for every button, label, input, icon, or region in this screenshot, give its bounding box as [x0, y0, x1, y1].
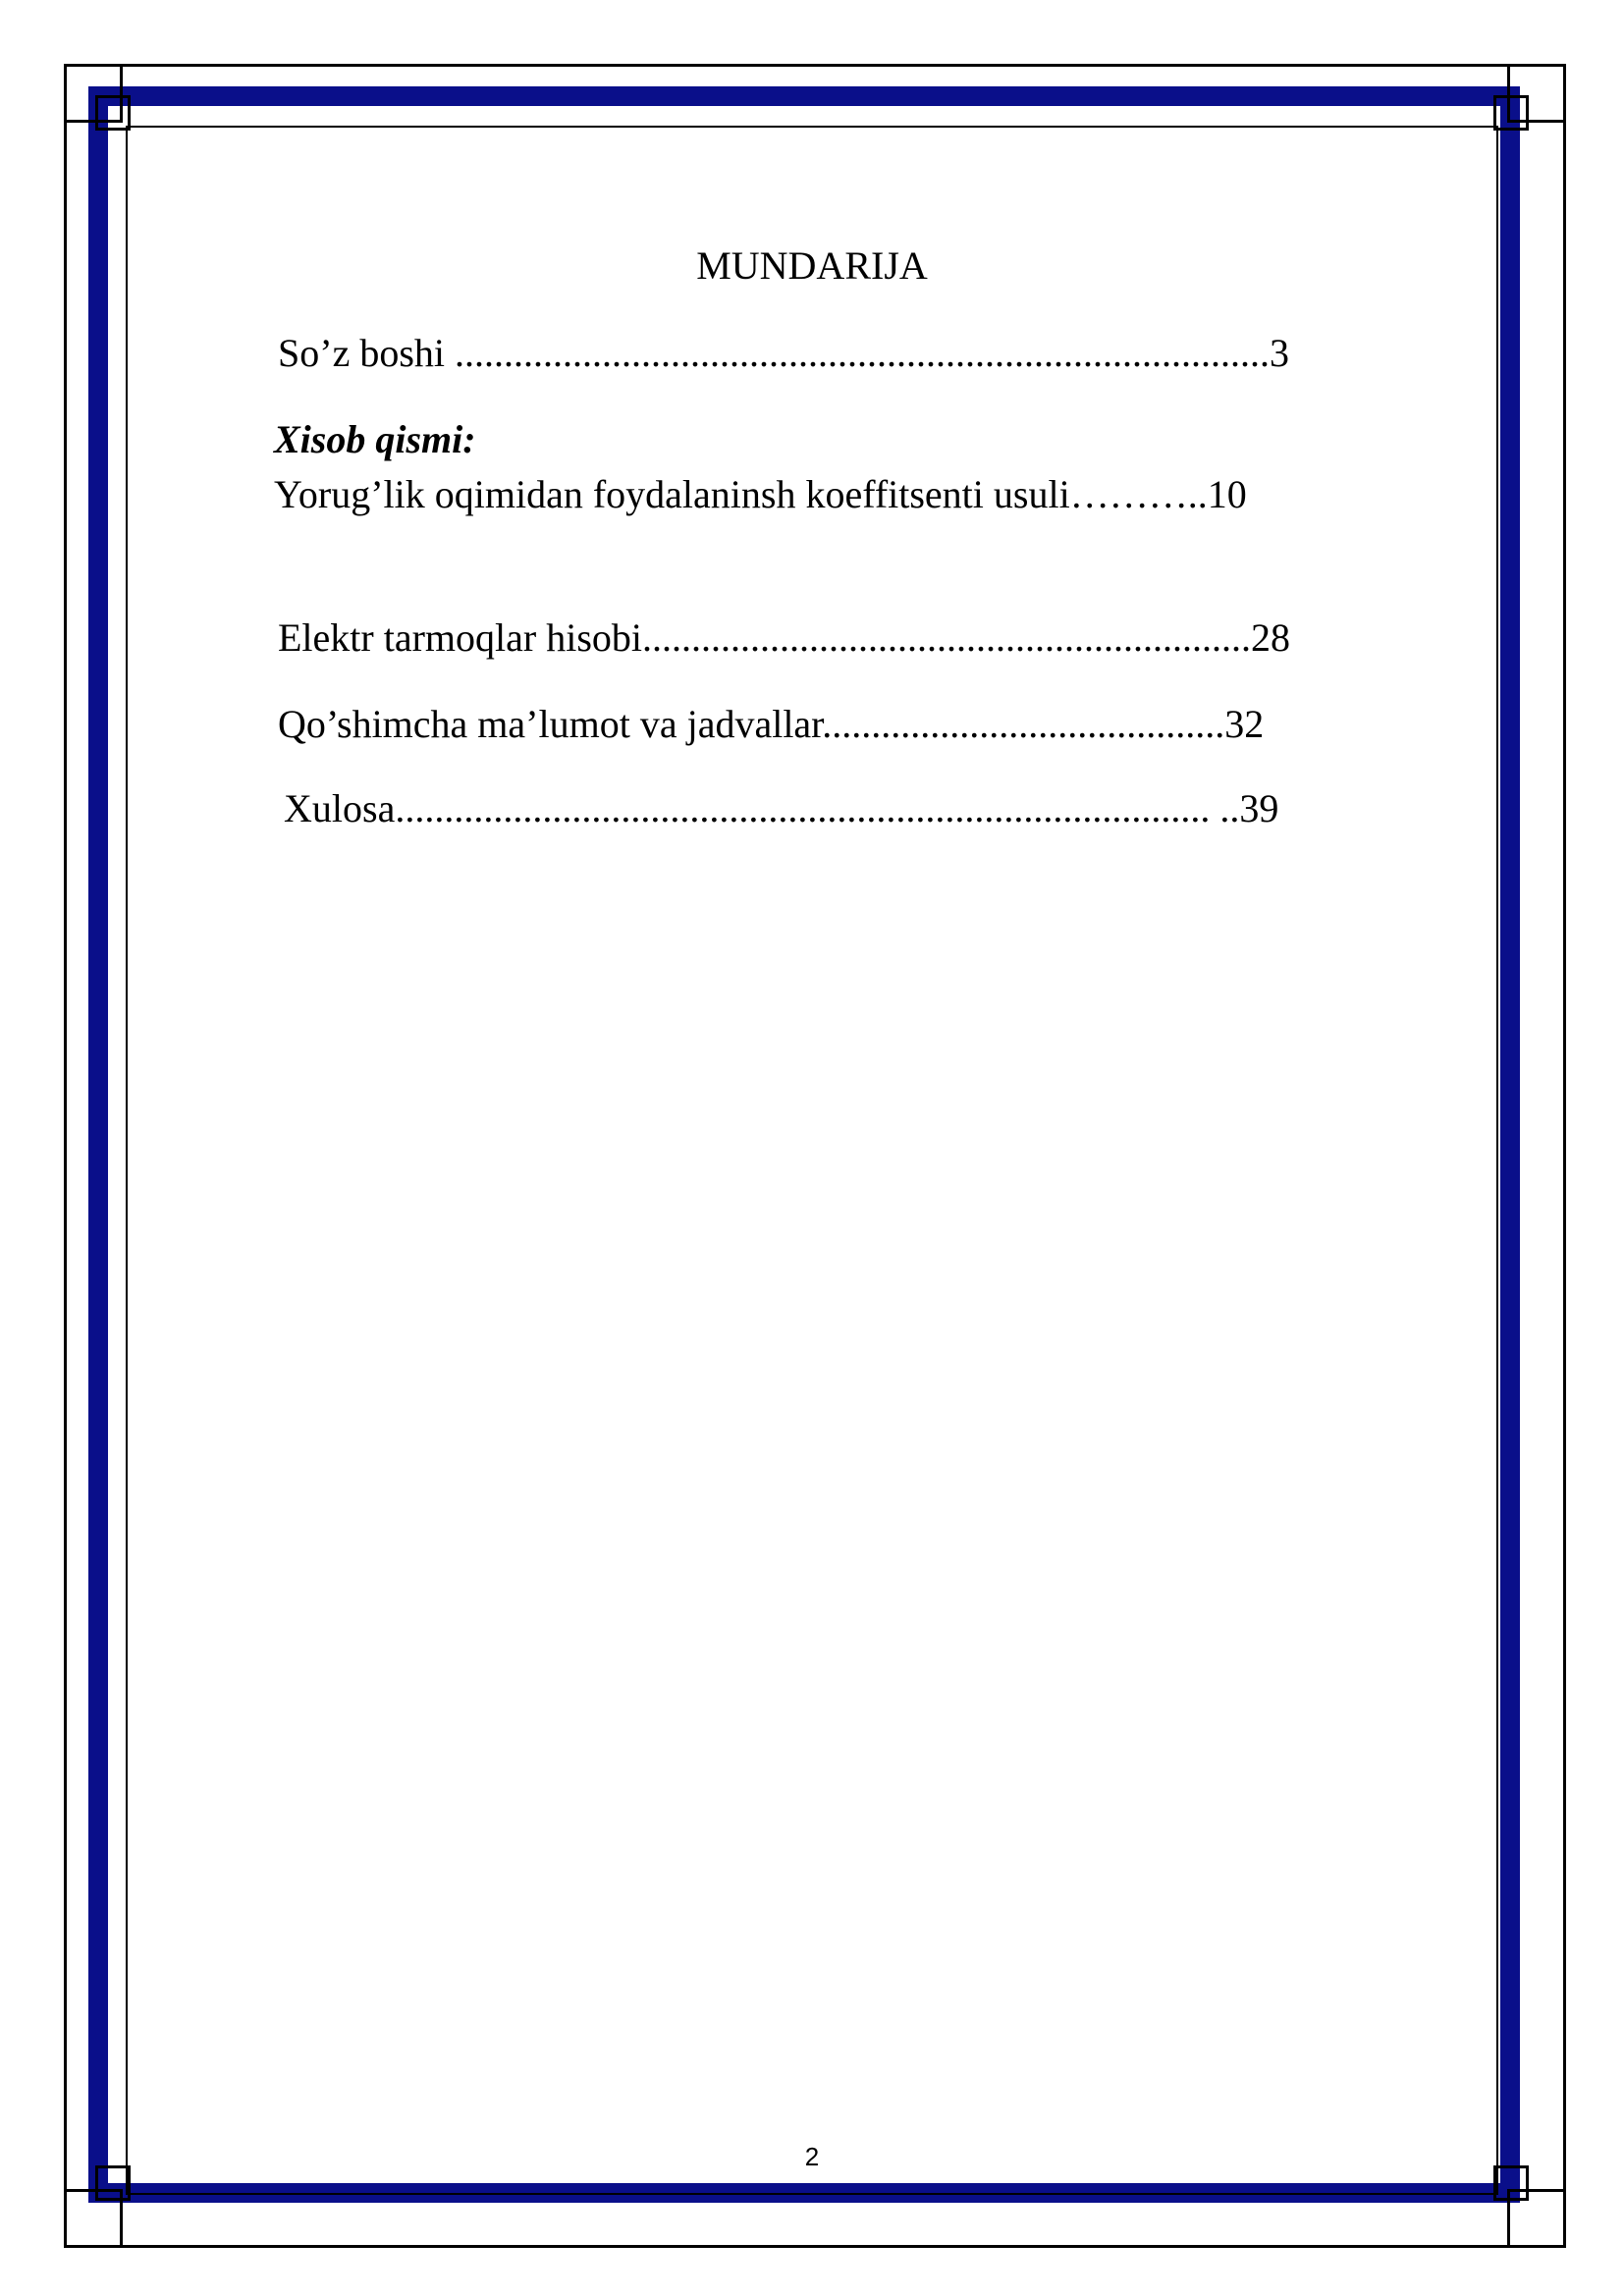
toc-entry-electrical-networks [278, 613, 1290, 664]
toc-entry-leader: ................................................................................... .. [395, 786, 1240, 830]
toc-entry-page: 32 [1224, 702, 1265, 746]
toc-entry-page: 10 [1207, 472, 1247, 516]
toc-entry-label: Qo’shimcha ma’lumot va jadvallar [278, 702, 823, 746]
page-title: MUNDARIJA [696, 243, 928, 288]
toc-entry-leader: ......................................... [822, 702, 1225, 746]
toc-entry-label: Elektr tarmoqlar hisobi [278, 615, 643, 660]
border-corner-top-left-inner [95, 95, 131, 131]
toc-entry-label: Yorug’lik oqimidan foydalaninsh koeffitsenti usuli [274, 472, 1070, 516]
border-corner-top-right-inner [1493, 95, 1529, 131]
toc-entry-additional-info [278, 699, 1264, 750]
toc-entry-page: 39 [1239, 786, 1279, 830]
toc-entry-leader: ……….. [1069, 472, 1208, 516]
section-heading: Xisob qismi: [274, 417, 476, 461]
toc-entry-page: 28 [1251, 615, 1291, 660]
toc-entry-label: So’z boshi [278, 331, 455, 375]
toc-entry-leader: ................................................................................... [455, 331, 1270, 375]
toc-entry-conclusion [284, 783, 1278, 834]
page-number: 2 [804, 2142, 820, 2171]
toc-entry-preface [278, 328, 1289, 379]
toc-entry-leader: .............................................................. [642, 615, 1252, 660]
toc-entry-luminous-flux-method [274, 469, 1247, 520]
toc-entry-page: 3 [1270, 331, 1289, 375]
toc-entry-label: Xulosa [284, 786, 396, 830]
